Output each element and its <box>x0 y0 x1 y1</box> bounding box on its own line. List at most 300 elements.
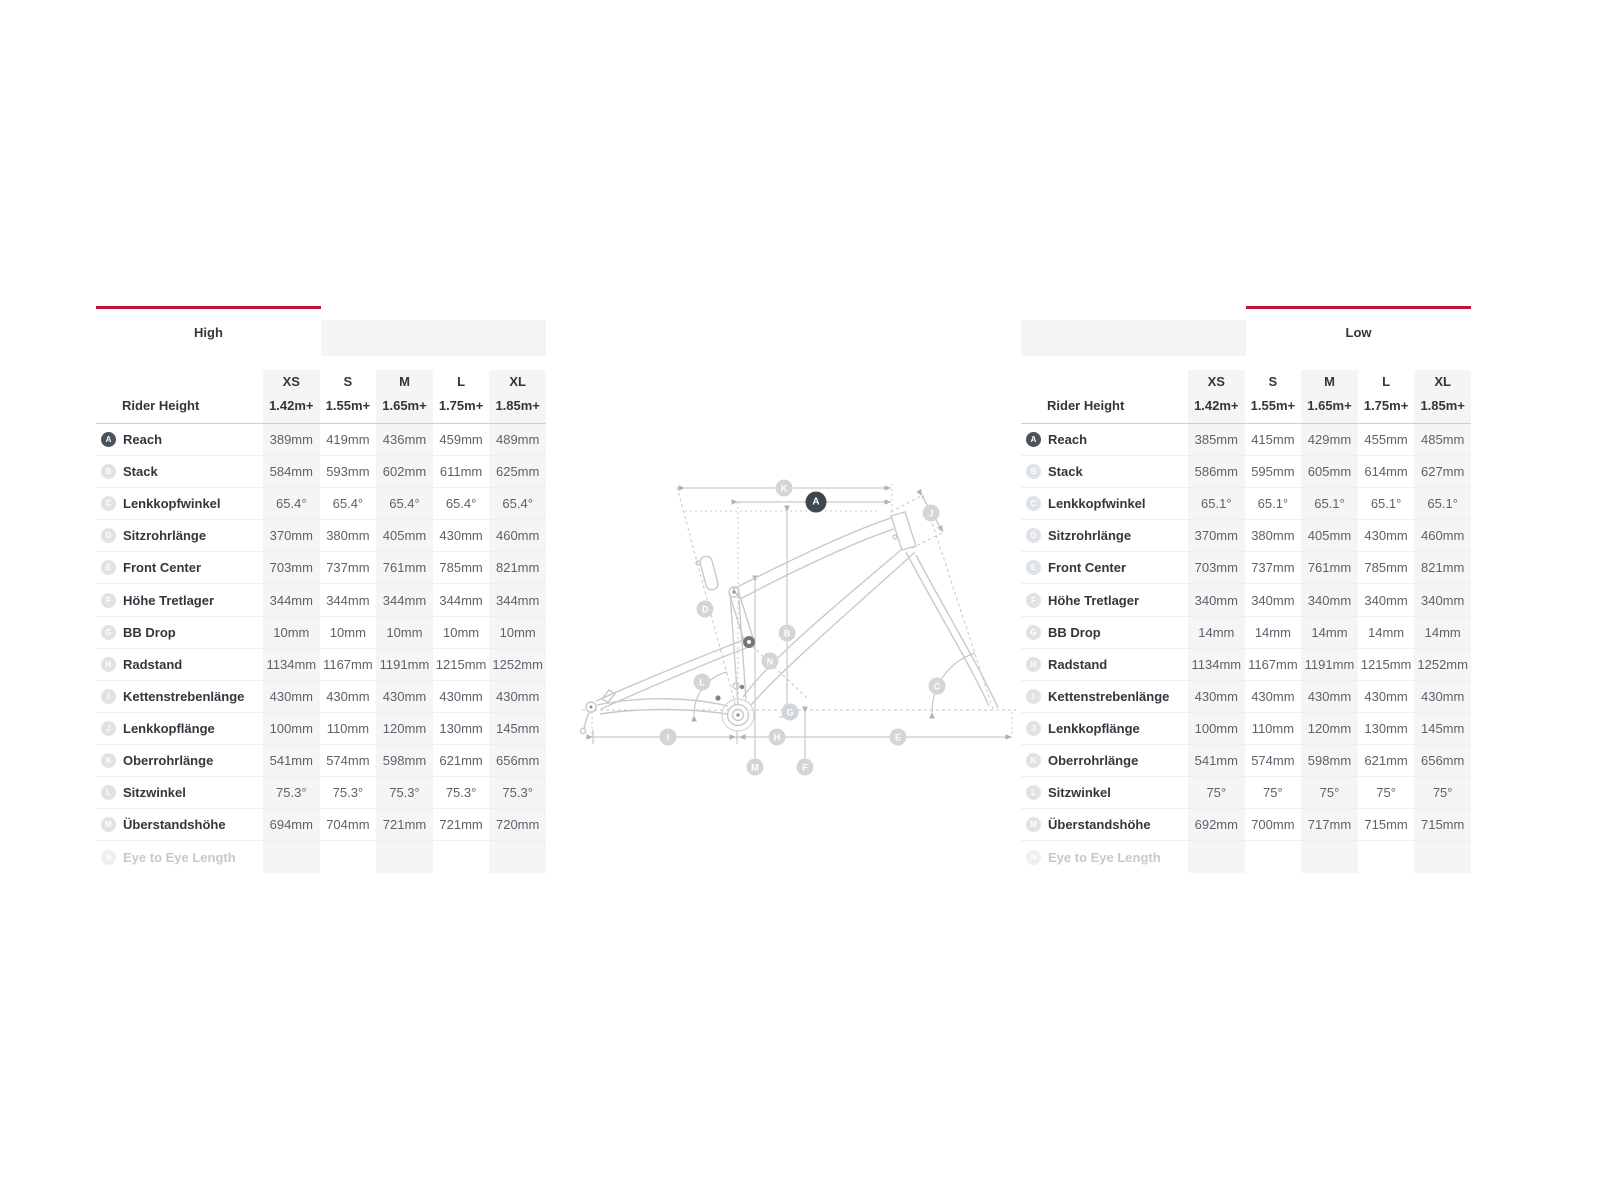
tab-high-secondary[interactable] <box>321 320 546 356</box>
value-cell: 100mm <box>1188 713 1245 744</box>
measurement-name: Sitzrohrlänge <box>1048 528 1132 544</box>
value-cell: 721mm <box>439 817 483 833</box>
value-cell: 389mm <box>263 424 320 455</box>
value-cell: 145mm <box>489 713 546 744</box>
diagram-badge-g: G <box>782 704 799 721</box>
row-label <box>1021 456 1188 487</box>
value-cell: 75° <box>1376 785 1396 801</box>
measurement-name: Lenkkopfwinkel <box>1048 496 1146 512</box>
row-label <box>1021 649 1188 680</box>
value-cell: 485mm <box>1414 424 1471 455</box>
row-label <box>1021 745 1188 776</box>
rider-height-value: 1.75m+ <box>1363 398 1409 413</box>
value-cell: 75.3° <box>376 777 433 808</box>
letter-badge-i: I <box>1026 689 1041 704</box>
rider-height-value: 1.65m+ <box>382 398 427 413</box>
value-cell: 1134mm <box>1188 649 1245 680</box>
value-cell: 584mm <box>263 456 320 487</box>
size-columns <box>263 370 546 423</box>
value-cell: 65.1° <box>1188 488 1245 519</box>
size-label: M <box>399 374 410 389</box>
value-cell: 65.4° <box>263 488 320 519</box>
value-cell: 75.3° <box>263 777 320 808</box>
row-label <box>96 520 263 551</box>
value-cell: 120mm <box>1301 713 1358 744</box>
size-label: L <box>457 374 466 389</box>
value-cell: 1167mm <box>323 656 373 672</box>
geometry-row-radstand[interactable] <box>96 649 546 681</box>
size-label: L <box>1382 374 1391 389</box>
row-label <box>1021 424 1188 455</box>
geometry-row-lenkkopfwinkel[interactable] <box>1021 488 1471 520</box>
size-column-header-s <box>1245 370 1302 423</box>
geometry-row-eye-to-eye-length[interactable] <box>96 841 546 873</box>
value-cell: 430mm <box>1251 688 1295 704</box>
size-label: S <box>1268 374 1278 389</box>
value-cell <box>1245 841 1302 873</box>
size-header <box>1021 370 1471 424</box>
value-cell: 14mm <box>1301 617 1358 648</box>
geometry-row--berstandsh-he[interactable] <box>1021 809 1471 841</box>
value-cell: 611mm <box>439 464 483 480</box>
letter-badge-a: A <box>1026 432 1041 447</box>
geometry-row-radstand[interactable] <box>1021 649 1471 681</box>
size-column-header-xs <box>263 370 320 423</box>
value-cell: 340mm <box>1301 584 1358 615</box>
value-cell: 692mm <box>1188 809 1245 840</box>
measurement-name: Lenkkopflänge <box>1048 720 1140 736</box>
measurement-name: Stack <box>1048 464 1083 480</box>
geometry-row-h-he-tretlager[interactable] <box>1021 584 1471 616</box>
value-cell: 1215mm <box>435 656 487 672</box>
value-cell: 65.4° <box>376 488 433 519</box>
value-cell: 574mm <box>326 752 370 768</box>
tab-low[interactable] <box>1246 306 1471 356</box>
geometry-rows <box>96 424 546 873</box>
value-cell: 344mm <box>326 592 370 608</box>
value-cell: 704mm <box>326 817 370 833</box>
value-cell: 541mm <box>1188 745 1245 776</box>
size-column-header-l <box>433 370 490 423</box>
diagram-badge-i: I <box>660 729 677 746</box>
value-cell: 10mm <box>443 624 480 640</box>
value-cell: 430mm <box>439 528 483 544</box>
size-label: S <box>343 374 353 389</box>
measurement-name: Eye to Eye Length <box>1048 849 1161 865</box>
measurement-name: Radstand <box>1048 656 1108 672</box>
geometry-row-h-he-tretlager[interactable] <box>96 584 546 616</box>
value-cell <box>320 841 377 873</box>
geometry-row-bb-drop[interactable] <box>96 617 546 649</box>
size-column-header-xl <box>489 370 546 423</box>
value-cell: 344mm <box>489 584 546 615</box>
value-cell: 120mm <box>376 713 433 744</box>
value-cell: 340mm <box>1188 584 1245 615</box>
row-label <box>96 681 263 712</box>
row-label <box>96 617 263 648</box>
value-cell: 430mm <box>1364 528 1408 544</box>
letter-badge-h: H <box>101 657 116 672</box>
value-cell: 110mm <box>326 720 370 736</box>
value-cell: 541mm <box>263 745 320 776</box>
row-label <box>96 649 263 680</box>
value-cell: 430mm <box>326 688 370 704</box>
value-cell: 598mm <box>1301 745 1358 776</box>
value-cell: 100mm <box>263 713 320 744</box>
measurement-name: Oberrohrlänge <box>1048 752 1139 768</box>
measurement-name: Eye to Eye Length <box>123 849 236 865</box>
value-cell: 460mm <box>489 520 546 551</box>
value-cell: 586mm <box>1188 456 1245 487</box>
size-column-header-s <box>320 370 377 423</box>
letter-badge-e: E <box>1026 560 1041 575</box>
value-cell: 385mm <box>1188 424 1245 455</box>
value-cell: 737mm <box>1251 560 1295 576</box>
measurement-name: Front Center <box>123 560 201 576</box>
geometry-row-stack[interactable] <box>96 456 546 488</box>
value-cell: 75.3° <box>489 777 546 808</box>
value-cell: 430mm <box>489 681 546 712</box>
value-cell: 703mm <box>1188 552 1245 583</box>
measurement-name: Reach <box>1048 432 1088 448</box>
tab-high-label: High <box>194 325 223 340</box>
value-cell: 700mm <box>1251 817 1295 833</box>
letter-badge-k: K <box>1026 753 1041 768</box>
row-label <box>96 424 263 455</box>
value-cell: 380mm <box>1251 528 1295 544</box>
value-cell: 785mm <box>439 560 483 576</box>
geometry-row-eye-to-eye-length[interactable] <box>1021 841 1471 873</box>
geometry-rows <box>1021 424 1471 873</box>
rider-height-value: 1.42m+ <box>269 398 314 413</box>
letter-badge-a: A <box>101 432 116 447</box>
value-cell: 785mm <box>1364 560 1408 576</box>
letter-badge-l: L <box>101 785 116 800</box>
value-cell: 703mm <box>263 552 320 583</box>
letter-badge-n: N <box>1026 850 1041 865</box>
value-cell: 14mm <box>1368 624 1405 640</box>
geometry-row-stack[interactable] <box>1021 456 1471 488</box>
value-cell: 130mm <box>1364 720 1408 736</box>
diagram-badge-e: E <box>890 729 907 746</box>
letter-badge-h: H <box>1026 657 1041 672</box>
diagram-badge-f: F <box>797 759 814 776</box>
value-cell: 715mm <box>1364 817 1408 833</box>
value-cell: 430mm <box>1301 681 1358 712</box>
value-cell: 593mm <box>326 464 370 480</box>
value-cell: 656mm <box>489 745 546 776</box>
row-label <box>1021 809 1188 840</box>
diagram-badge-h: H <box>769 729 786 746</box>
row-label <box>1021 552 1188 583</box>
diagram-badge-c: C <box>929 678 946 695</box>
value-cell: 380mm <box>326 528 370 544</box>
measurement-name: Lenkkopflänge <box>123 720 215 736</box>
diagram-badge-n: N <box>762 653 779 670</box>
geometry-table-high <box>96 306 546 873</box>
value-cell: 1191mm <box>1301 649 1358 680</box>
rider-height-value: 1.55m+ <box>325 398 371 413</box>
value-cell: 65.1° <box>1370 496 1402 512</box>
size-header <box>96 370 546 424</box>
measurement-name: Front Center <box>1048 560 1126 576</box>
value-cell <box>433 841 490 873</box>
rider-height-value: 1.75m+ <box>438 398 484 413</box>
value-cell: 75.3° <box>445 785 477 801</box>
bike-geometry-diagram <box>560 440 1020 780</box>
row-label <box>1021 617 1188 648</box>
value-cell: 459mm <box>439 432 483 448</box>
geometry-row-reach[interactable] <box>96 424 546 456</box>
value-cell: 430mm <box>439 688 483 704</box>
geometry-row-sitzwinkel[interactable] <box>96 777 546 809</box>
letter-badge-g: G <box>1026 625 1041 640</box>
value-cell: 430mm <box>376 681 433 712</box>
measurement-name: Überstandshöhe <box>1048 817 1151 833</box>
value-cell: 145mm <box>1414 713 1471 744</box>
letter-badge-b: B <box>1026 464 1041 479</box>
row-label <box>1021 488 1188 519</box>
value-cell: 65.4° <box>445 496 477 512</box>
value-cell: 10mm <box>376 617 433 648</box>
size-column-header-l <box>1358 370 1415 423</box>
row-label <box>96 456 263 487</box>
value-cell: 1215mm <box>1360 656 1412 672</box>
row-label <box>1021 841 1188 873</box>
rider-height-label: Rider Height <box>122 398 200 413</box>
diagram-badge-j: J <box>923 505 940 522</box>
geometry-table-low <box>1021 306 1471 873</box>
value-cell: 1134mm <box>263 649 320 680</box>
value-cell: 344mm <box>263 584 320 615</box>
size-label: XL <box>509 374 526 389</box>
value-cell: 344mm <box>439 592 483 608</box>
row-label <box>1021 584 1188 615</box>
value-cell: 602mm <box>376 456 433 487</box>
letter-badge-g: G <box>101 625 116 640</box>
value-cell: 436mm <box>376 424 433 455</box>
tab-low-secondary[interactable] <box>1021 320 1246 356</box>
row-label <box>96 809 263 840</box>
letter-badge-n: N <box>101 850 116 865</box>
geometry-row--berstandsh-he[interactable] <box>96 809 546 841</box>
value-cell: 405mm <box>1301 520 1358 551</box>
value-cell: 340mm <box>1414 584 1471 615</box>
value-cell: 344mm <box>376 584 433 615</box>
geometry-row-sitzrohrl-nge[interactable] <box>1021 520 1471 552</box>
measurement-name: BB Drop <box>1048 624 1101 640</box>
measurement-name: Lenkkopfwinkel <box>123 496 221 512</box>
value-cell: 614mm <box>1364 464 1408 480</box>
value-cell: 1252mm <box>1414 649 1471 680</box>
row-label <box>96 584 263 615</box>
value-cell: 598mm <box>376 745 433 776</box>
value-cell: 717mm <box>1301 809 1358 840</box>
value-cell: 715mm <box>1414 809 1471 840</box>
row-label <box>1021 713 1188 744</box>
geometry-row-sitzrohrl-nge[interactable] <box>96 520 546 552</box>
letter-badge-d: D <box>101 528 116 543</box>
size-label: XS <box>282 374 300 389</box>
value-cell <box>1301 841 1358 873</box>
value-cell <box>263 841 320 873</box>
value-cell <box>1188 841 1245 873</box>
value-cell <box>1358 841 1415 873</box>
value-cell: 625mm <box>489 456 546 487</box>
value-cell: 1167mm <box>1248 656 1298 672</box>
value-cell: 370mm <box>263 520 320 551</box>
measurement-name: Radstand <box>123 656 183 672</box>
value-cell <box>376 841 433 873</box>
row-label <box>1021 681 1188 712</box>
value-cell: 656mm <box>1414 745 1471 776</box>
value-cell: 415mm <box>1251 432 1295 448</box>
measurement-name: Kettenstrebenlänge <box>1048 688 1170 704</box>
value-cell: 574mm <box>1251 752 1295 768</box>
rider-height-value: 1.85m+ <box>495 398 540 413</box>
value-cell: 1252mm <box>489 649 546 680</box>
value-cell: 821mm <box>489 552 546 583</box>
geometry-row-lenkkopfl-nge[interactable] <box>1021 713 1471 745</box>
geometry-row-sitzwinkel[interactable] <box>1021 777 1471 809</box>
value-cell: 65.1° <box>1414 488 1471 519</box>
value-cell: 720mm <box>489 809 546 840</box>
measurement-name: Überstandshöhe <box>123 817 226 833</box>
value-cell: 405mm <box>376 520 433 551</box>
row-label <box>96 552 263 583</box>
diagram-badge-l: L <box>694 674 711 691</box>
diagram-badge-m: M <box>747 759 764 776</box>
value-cell <box>1414 841 1471 873</box>
diagram-badge-b: B <box>779 625 796 642</box>
letter-badge-e: E <box>101 560 116 575</box>
value-cell: 10mm <box>329 624 366 640</box>
tab-high[interactable] <box>96 306 321 356</box>
setting-tabs-low <box>1021 306 1471 356</box>
value-cell: 430mm <box>1364 688 1408 704</box>
value-cell: 75° <box>1301 777 1358 808</box>
value-cell: 75° <box>1263 785 1283 801</box>
value-cell: 65.1° <box>1301 488 1358 519</box>
row-label <box>96 488 263 519</box>
letter-badge-d: D <box>1026 528 1041 543</box>
measurement-name: Höhe Tretlager <box>123 592 215 608</box>
row-label <box>96 713 263 744</box>
size-column-header-m <box>1301 370 1358 423</box>
value-cell: 621mm <box>1364 752 1408 768</box>
rider-height-label: Rider Height <box>1047 398 1125 413</box>
geometry-row-lenkkopfl-nge[interactable] <box>96 713 546 745</box>
rider-height-value: 1.42m+ <box>1194 398 1239 413</box>
value-cell: 75° <box>1414 777 1471 808</box>
size-column-header-m <box>376 370 433 423</box>
size-label: M <box>1324 374 1335 389</box>
measurement-name: Höhe Tretlager <box>1048 592 1140 608</box>
geometry-row-kettenstrebenl-nge[interactable] <box>1021 681 1471 713</box>
value-cell: 75.3° <box>332 785 364 801</box>
value-cell: 761mm <box>1301 552 1358 583</box>
value-cell: 721mm <box>376 809 433 840</box>
size-label: XL <box>1434 374 1451 389</box>
rider-height-value: 1.65m+ <box>1307 398 1352 413</box>
letter-badge-b: B <box>101 464 116 479</box>
diagram-badge-k: K <box>776 480 793 497</box>
measurement-name: Kettenstrebenlänge <box>123 688 245 704</box>
value-cell: 130mm <box>439 720 483 736</box>
value-cell: 65.4° <box>489 488 546 519</box>
letter-badge-m: M <box>1026 817 1041 832</box>
value-cell: 14mm <box>1254 624 1291 640</box>
diagram-badge-d: D <box>697 601 714 618</box>
geometry-row-reach[interactable] <box>1021 424 1471 456</box>
size-column-header-xl <box>1414 370 1471 423</box>
geometry-row-front-center[interactable] <box>96 552 546 584</box>
geometry-row-kettenstrebenl-nge[interactable] <box>96 681 546 713</box>
letter-badge-k: K <box>101 753 116 768</box>
value-cell: 430mm <box>263 681 320 712</box>
measurement-name: Reach <box>123 432 163 448</box>
geometry-row-oberrohrl-nge[interactable] <box>96 745 546 777</box>
value-cell: 430mm <box>1414 681 1471 712</box>
value-cell: 65.4° <box>332 496 364 512</box>
value-cell: 1191mm <box>376 649 433 680</box>
measurement-name: BB Drop <box>123 624 176 640</box>
letter-badge-c: C <box>1026 496 1041 511</box>
rider-height-value: 1.85m+ <box>1420 398 1465 413</box>
geometry-row-lenkkopfwinkel[interactable] <box>96 488 546 520</box>
value-cell: 627mm <box>1414 456 1471 487</box>
geometry-row-bb-drop[interactable] <box>1021 617 1471 649</box>
value-cell: 455mm <box>1364 432 1408 448</box>
measurement-name: Oberrohrlänge <box>123 752 214 768</box>
row-label <box>1021 520 1188 551</box>
value-cell: 621mm <box>439 752 483 768</box>
value-cell: 605mm <box>1301 456 1358 487</box>
letter-badge-l: L <box>1026 785 1041 800</box>
letter-badge-f: F <box>101 593 116 608</box>
measurement-name: Sitzwinkel <box>123 785 186 801</box>
value-cell: 110mm <box>1251 720 1295 736</box>
value-cell: 821mm <box>1414 552 1471 583</box>
value-cell: 419mm <box>326 432 370 448</box>
measurement-name: Sitzrohrlänge <box>123 528 207 544</box>
letter-badge-i: I <box>101 689 116 704</box>
row-label <box>96 745 263 776</box>
value-cell: 429mm <box>1301 424 1358 455</box>
size-columns <box>1188 370 1471 423</box>
tab-low-label: Low <box>1345 325 1372 340</box>
value-cell: 65.1° <box>1257 496 1289 512</box>
setting-tabs-high <box>96 306 546 356</box>
size-column-header-xs <box>1188 370 1245 423</box>
row-label <box>96 777 263 808</box>
rider-height-value: 1.55m+ <box>1250 398 1296 413</box>
letter-badge-f: F <box>1026 593 1041 608</box>
value-cell: 489mm <box>489 424 546 455</box>
geometry-row-front-center[interactable] <box>1021 552 1471 584</box>
geometry-row-oberrohrl-nge[interactable] <box>1021 745 1471 777</box>
value-cell: 460mm <box>1414 520 1471 551</box>
value-cell: 761mm <box>376 552 433 583</box>
value-cell: 10mm <box>489 617 546 648</box>
value-cell: 14mm <box>1414 617 1471 648</box>
value-cell: 340mm <box>1251 592 1295 608</box>
value-cell: 340mm <box>1364 592 1408 608</box>
letter-badge-j: J <box>1026 721 1041 736</box>
letter-badge-j: J <box>101 721 116 736</box>
value-cell: 75° <box>1188 777 1245 808</box>
row-label <box>96 841 263 873</box>
